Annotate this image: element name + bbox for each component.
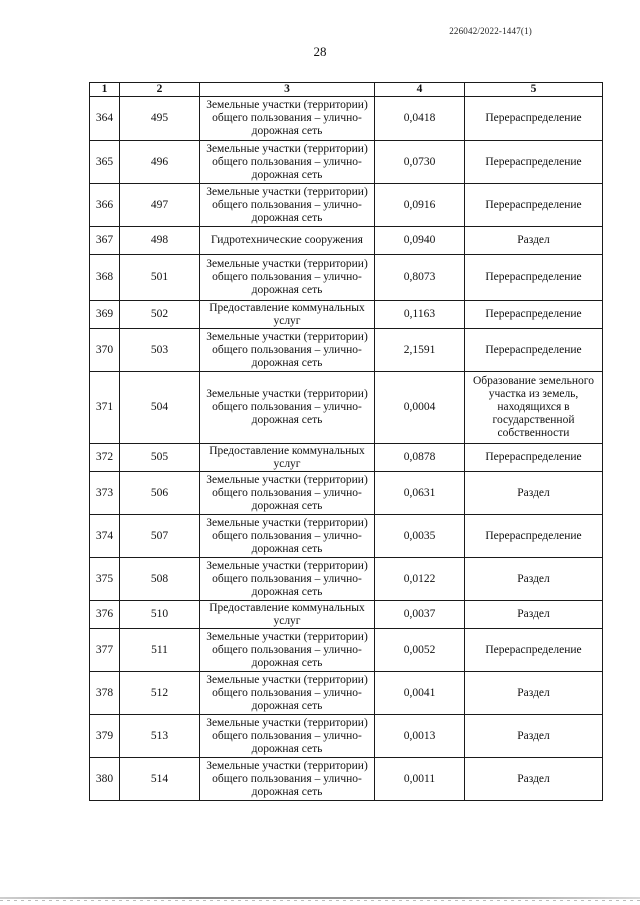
document-id: 226042/2022-1447(1) xyxy=(449,26,532,36)
area-cell: 2,1591 xyxy=(375,329,465,372)
formation-method-cell: Раздел xyxy=(465,672,603,715)
area-cell: 0,0418 xyxy=(375,97,465,141)
row-number-cell: 364 xyxy=(90,97,120,141)
formation-method-cell: Перераспределение xyxy=(465,515,603,558)
formation-method-cell: Перераспределение xyxy=(465,184,603,227)
row-number-cell: 371 xyxy=(90,372,120,444)
table-row xyxy=(90,372,603,444)
scan-bottom-noise xyxy=(0,900,640,901)
row-number-cell: 372 xyxy=(90,444,120,472)
permitted-use-cell: Земельные участки (территории) общего пользования – улично-дорожная сеть xyxy=(200,255,375,301)
permitted-use-cell: Предоставление коммунальных услуг xyxy=(200,301,375,329)
table-row xyxy=(90,672,603,715)
row-number-cell: 376 xyxy=(90,601,120,629)
parcel-number-cell: 498 xyxy=(120,227,200,255)
permitted-use-cell: Предоставление коммунальных услуг xyxy=(200,601,375,629)
formation-method-cell: Перераспределение xyxy=(465,141,603,184)
permitted-use-cell: Земельные участки (территории) общего пользования – улично-дорожная сеть xyxy=(200,629,375,672)
area-cell: 0,8073 xyxy=(375,255,465,301)
parcel-number-cell: 513 xyxy=(120,715,200,758)
column-header-2: 2 xyxy=(120,83,200,97)
page-number: 28 xyxy=(313,44,327,59)
column-header-1: 1 xyxy=(90,83,120,97)
table-row xyxy=(90,255,603,301)
parcel-number-cell: 497 xyxy=(120,184,200,227)
parcels-table xyxy=(89,82,603,801)
row-number-cell: 378 xyxy=(90,672,120,715)
row-number-cell: 375 xyxy=(90,558,120,601)
formation-method-cell: Перераспределение xyxy=(465,301,603,329)
area-cell: 0,0004 xyxy=(375,372,465,444)
formation-method-cell: Образование земельного участка из земель, находящихся в государственной собственности xyxy=(465,372,603,444)
permitted-use-cell: Земельные участки (территории) общего пользования – улично-дорожная сеть xyxy=(200,329,375,372)
parcel-number-cell: 508 xyxy=(120,558,200,601)
permitted-use-cell: Земельные участки (территории) общего пользования – улично-дорожная сеть xyxy=(200,715,375,758)
table-row xyxy=(90,184,603,227)
column-header-4: 4 xyxy=(375,83,465,97)
table-row xyxy=(90,141,603,184)
permitted-use-cell: Земельные участки (территории) общего пользования – улично-дорожная сеть xyxy=(200,758,375,801)
area-cell: 0,0940 xyxy=(375,227,465,255)
row-number-cell: 380 xyxy=(90,758,120,801)
row-number-cell: 373 xyxy=(90,472,120,515)
formation-method-cell: Раздел xyxy=(465,601,603,629)
table-row xyxy=(90,629,603,672)
parcel-number-cell: 495 xyxy=(120,97,200,141)
table-header-row xyxy=(90,83,603,97)
row-number-cell: 370 xyxy=(90,329,120,372)
permitted-use-cell: Земельные участки (территории) общего пользования – улично-дорожная сеть xyxy=(200,372,375,444)
permitted-use-cell: Земельные участки (территории) общего пользования – улично-дорожная сеть xyxy=(200,141,375,184)
table-row xyxy=(90,758,603,801)
formation-method-cell: Перераспределение xyxy=(465,629,603,672)
area-cell: 0,0035 xyxy=(375,515,465,558)
table-row xyxy=(90,601,603,629)
table-row xyxy=(90,515,603,558)
area-cell: 0,0052 xyxy=(375,629,465,672)
parcel-number-cell: 502 xyxy=(120,301,200,329)
table-row xyxy=(90,97,603,141)
parcel-number-cell: 501 xyxy=(120,255,200,301)
table-row xyxy=(90,558,603,601)
formation-method-cell: Перераспределение xyxy=(465,255,603,301)
table-row xyxy=(90,329,603,372)
formation-method-cell: Перераспределение xyxy=(465,444,603,472)
parcel-number-cell: 512 xyxy=(120,672,200,715)
row-number-cell: 365 xyxy=(90,141,120,184)
formation-method-cell: Раздел xyxy=(465,472,603,515)
table-row xyxy=(90,444,603,472)
table-row xyxy=(90,715,603,758)
column-header-3: 3 xyxy=(200,83,375,97)
formation-method-cell: Раздел xyxy=(465,558,603,601)
parcel-number-cell: 504 xyxy=(120,372,200,444)
area-cell: 0,1163 xyxy=(375,301,465,329)
parcel-number-cell: 496 xyxy=(120,141,200,184)
permitted-use-cell: Земельные участки (территории) общего пользования – улично-дорожная сеть xyxy=(200,558,375,601)
table-row xyxy=(90,472,603,515)
area-cell: 0,0122 xyxy=(375,558,465,601)
scan-bottom-edge xyxy=(0,897,640,899)
table-row xyxy=(90,227,603,255)
area-cell: 0,0041 xyxy=(375,672,465,715)
parcel-number-cell: 514 xyxy=(120,758,200,801)
parcel-number-cell: 503 xyxy=(120,329,200,372)
permitted-use-cell: Земельные участки (территории) общего пользования – улично-дорожная сеть xyxy=(200,472,375,515)
parcel-number-cell: 511 xyxy=(120,629,200,672)
permitted-use-cell: Предоставление коммунальных услуг xyxy=(200,444,375,472)
row-number-cell: 374 xyxy=(90,515,120,558)
permitted-use-cell: Земельные участки (территории) общего пользования – улично-дорожная сеть xyxy=(200,97,375,141)
row-number-cell: 379 xyxy=(90,715,120,758)
area-cell: 0,0037 xyxy=(375,601,465,629)
area-cell: 0,0631 xyxy=(375,472,465,515)
formation-method-cell: Раздел xyxy=(465,758,603,801)
formation-method-cell: Перераспределение xyxy=(465,329,603,372)
parcel-number-cell: 507 xyxy=(120,515,200,558)
area-cell: 0,0011 xyxy=(375,758,465,801)
permitted-use-cell: Гидротехнические сооружения xyxy=(200,227,375,255)
row-number-cell: 367 xyxy=(90,227,120,255)
permitted-use-cell: Земельные участки (территории) общего пользования – улично-дорожная сеть xyxy=(200,515,375,558)
formation-method-cell: Перераспределение xyxy=(465,97,603,141)
area-cell: 0,0878 xyxy=(375,444,465,472)
row-number-cell: 377 xyxy=(90,629,120,672)
area-cell: 0,0916 xyxy=(375,184,465,227)
parcel-number-cell: 506 xyxy=(120,472,200,515)
area-cell: 0,0013 xyxy=(375,715,465,758)
parcel-number-cell: 505 xyxy=(120,444,200,472)
area-cell: 0,0730 xyxy=(375,141,465,184)
permitted-use-cell: Земельные участки (территории) общего пользования – улично-дорожная сеть xyxy=(200,672,375,715)
formation-method-cell: Раздел xyxy=(465,227,603,255)
row-number-cell: 369 xyxy=(90,301,120,329)
parcel-number-cell: 510 xyxy=(120,601,200,629)
permitted-use-cell: Земельные участки (территории) общего пользования – улично-дорожная сеть xyxy=(200,184,375,227)
table-row xyxy=(90,301,603,329)
column-header-5: 5 xyxy=(465,83,603,97)
formation-method-cell: Раздел xyxy=(465,715,603,758)
row-number-cell: 368 xyxy=(90,255,120,301)
row-number-cell: 366 xyxy=(90,184,120,227)
